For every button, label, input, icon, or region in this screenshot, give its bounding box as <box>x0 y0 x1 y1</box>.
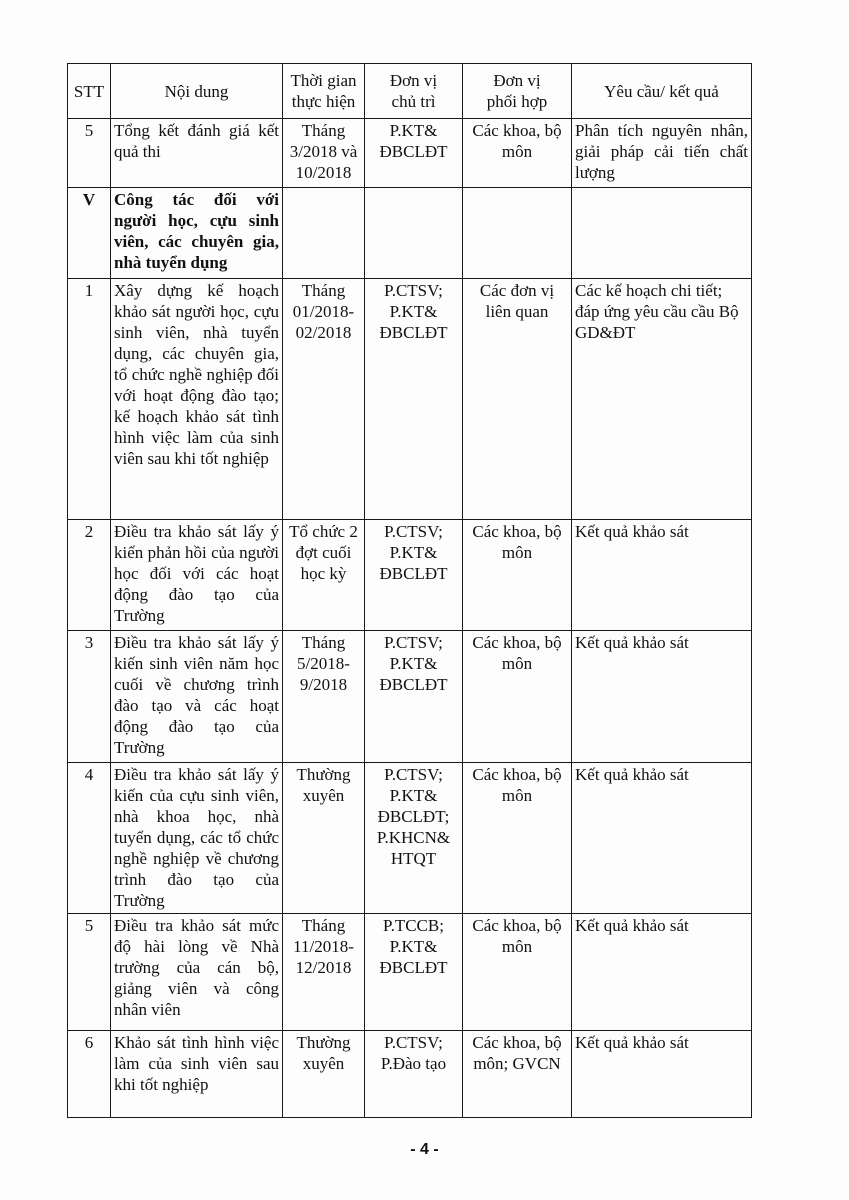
cell-thoi-gian: Tháng 5/2018- 9/2018 <box>283 631 365 763</box>
cell-noi-dung: Công tác đối với người học, cựu sinh viên, các chuyên gia, nhà tuyển dụng <box>111 188 283 279</box>
cell-noi-dung: Khảo sát tình hình việc làm của sinh viên sau khi tốt nghiệp <box>111 1031 283 1118</box>
cell-phoi-hop: Các khoa, bộ môn <box>463 763 572 914</box>
table-row <box>68 520 752 631</box>
header-don-vi-chu-tri: Đơn vị chủ trì <box>365 64 463 119</box>
cell-chu-tri: P.CTSV; P.KT& ĐBCLĐT; P.KHCN& HTQT <box>365 763 463 914</box>
page-number: - 4 - <box>410 1141 439 1158</box>
cell-thoi-gian: Thường xuyên <box>283 1031 365 1118</box>
cell-chu-tri: P.TCCB; P.KT& ĐBCLĐT <box>365 914 463 1031</box>
cell-stt: 4 <box>68 763 111 914</box>
section-row <box>68 188 752 279</box>
plan-table <box>67 63 752 1118</box>
cell-yeu-cau: Các kế hoạch chi tiết; đáp ứng yêu cầu cầu Bộ GD&ĐT <box>572 279 752 520</box>
table-row <box>68 279 752 520</box>
cell-phoi-hop: Các khoa, bộ môn; GVCN <box>463 1031 572 1118</box>
cell-phoi-hop: Các đơn vị liên quan <box>463 279 572 520</box>
cell-noi-dung: Điều tra khảo sát lấy ý kiến phản hồi của người học đối với các hoạt động đào tạo của Trường <box>111 520 283 631</box>
cell-stt: 1 <box>68 279 111 520</box>
cell-yeu-cau: Kết quả khảo sát <box>572 520 752 631</box>
cell-yeu-cau: Kết quả khảo sát <box>572 763 752 914</box>
cell-stt: 6 <box>68 1031 111 1118</box>
cell-yeu-cau: Kết quả khảo sát <box>572 1031 752 1118</box>
header-yeu-cau-ket-qua: Yêu cầu/ kết quả <box>572 64 752 119</box>
cell-noi-dung: Điều tra khảo sát lấy ý kiến sinh viên năm học cuối về chương trình đào tạo và các hoạt động đào tạo của Trường <box>111 631 283 763</box>
cell-yeu-cau <box>572 188 752 279</box>
cell-yeu-cau: Kết quả khảo sát <box>572 631 752 763</box>
cell-phoi-hop: Các khoa, bộ môn <box>463 119 572 188</box>
cell-noi-dung: Xây dựng kế hoạch khảo sát người học, cựu sinh viên, nhà tuyển dụng, các chuyên gia, tổ chức nghề nghiệp đối với hoạt động đào tạo; kế hoạch khảo sát tình hình việc làm của sinh viên sau khi tốt nghiệp <box>111 279 283 520</box>
table-header-row <box>68 64 752 119</box>
header-thoi-gian: Thời gian thực hiện <box>283 64 365 119</box>
cell-yeu-cau: Kết quả khảo sát <box>572 914 752 1031</box>
cell-thoi-gian: Tháng 11/2018- 12/2018 <box>283 914 365 1031</box>
cell-chu-tri: P.KT& ĐBCLĐT <box>365 119 463 188</box>
table-row <box>68 631 752 763</box>
header-noi-dung: Nội dung <box>111 64 283 119</box>
cell-phoi-hop: Các khoa, bộ môn <box>463 520 572 631</box>
cell-stt: 3 <box>68 631 111 763</box>
header-don-vi-phoi-hop: Đơn vị phối hợp <box>463 64 572 119</box>
table-row <box>68 914 752 1031</box>
cell-thoi-gian <box>283 188 365 279</box>
cell-phoi-hop: Các khoa, bộ môn <box>463 914 572 1031</box>
header-stt: STT <box>68 64 111 119</box>
cell-chu-tri: P.CTSV; P.Đào tạo <box>365 1031 463 1118</box>
cell-stt: 5 <box>68 119 111 188</box>
table-row <box>68 1031 752 1118</box>
cell-chu-tri: P.CTSV; P.KT& ĐBCLĐT <box>365 631 463 763</box>
cell-noi-dung: Điều tra khảo sát lấy ý kiến của cựu sinh viên, nhà khoa học, nhà tuyển dụng, các tổ chức nghề nghiệp về chương trình đào tạo của Trường <box>111 763 283 914</box>
cell-noi-dung: Điều tra khảo sát mức độ hài lòng về Nhà trường của cán bộ, giảng viên và công nhân viên <box>111 914 283 1031</box>
table-row <box>68 119 752 188</box>
cell-yeu-cau: Phân tích nguyên nhân, giải pháp cải tiến chất lượng <box>572 119 752 188</box>
cell-thoi-gian: Thường xuyên <box>283 763 365 914</box>
cell-phoi-hop <box>463 188 572 279</box>
cell-chu-tri <box>365 188 463 279</box>
cell-thoi-gian: Tháng 01/2018- 02/2018 <box>283 279 365 520</box>
cell-phoi-hop: Các khoa, bộ môn <box>463 631 572 763</box>
cell-chu-tri: P.CTSV; P.KT& ĐBCLĐT <box>365 279 463 520</box>
cell-stt: 2 <box>68 520 111 631</box>
cell-stt: 5 <box>68 914 111 1031</box>
cell-thoi-gian: Tổ chức 2 đợt cuối học kỳ <box>283 520 365 631</box>
cell-noi-dung: Tổng kết đánh giá kết quả thi <box>111 119 283 188</box>
table-row <box>68 763 752 914</box>
cell-chu-tri: P.CTSV; P.KT& ĐBCLĐT <box>365 520 463 631</box>
cell-stt: V <box>68 188 111 279</box>
cell-thoi-gian: Tháng 3/2018 và 10/2018 <box>283 119 365 188</box>
